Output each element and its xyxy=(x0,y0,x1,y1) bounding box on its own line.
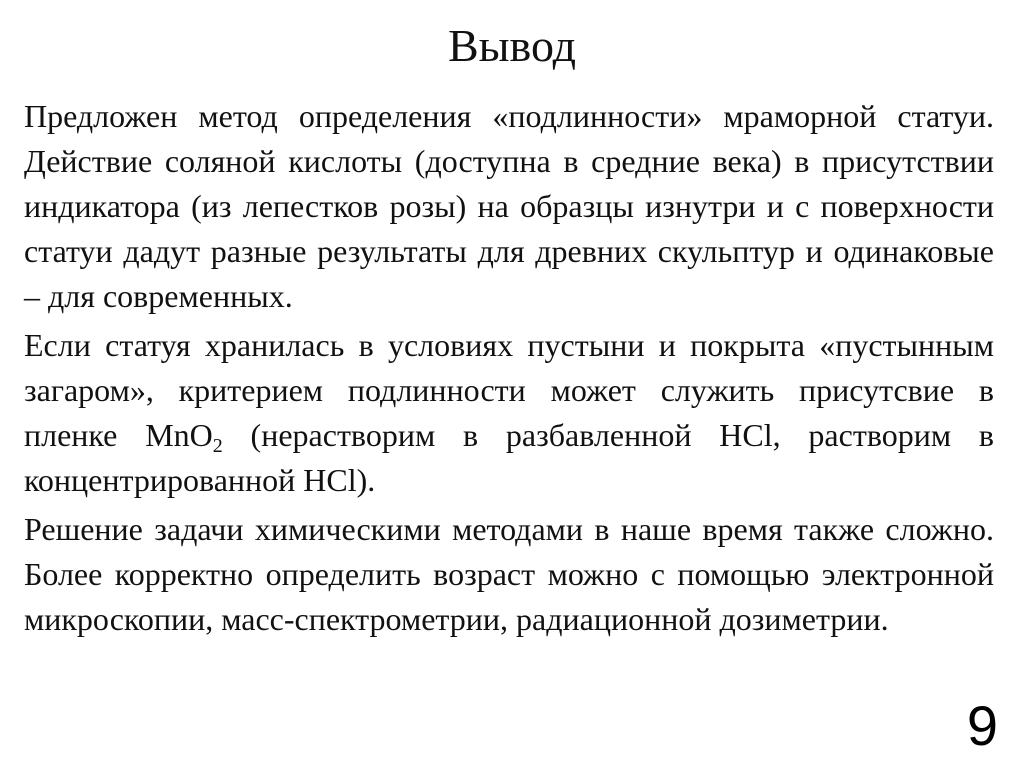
paragraph-desert-varnish-text-start: Если статуя хранилась в условиях пустыни и покрыта «пустынным загаром», критерием подлинности может служить присутсвие в пленке xyxy=(24,327,994,453)
slide-title: Вывод xyxy=(447,20,577,71)
formula-subscript: 2 xyxy=(212,435,223,457)
formula-base: MnO xyxy=(145,417,213,453)
paragraph-desert-varnish-text-end: (нерастворим в разбавленной HCl, растворим в концентрированной HCl). xyxy=(24,417,995,498)
slide-body xyxy=(24,94,994,646)
paragraph-modern-methods: Решение задачи химическими методами в наше время также сложно. Более корректно определить возраст можно с помощью электронной микроскопии, масс-спектрометрии, радиационной дозиметрии. xyxy=(24,511,994,637)
page-number: 9 xyxy=(966,694,998,757)
paragraph-desert-varnish xyxy=(24,323,994,503)
paragraph-method: Предложен метод определения «подлинности» мраморной статуи. Действие соляной кислоты (доступна в средние века) в присутствии индикатора (из лепестков розы) на образцы изнутри и с поверхности статуи дадут разные результаты для древних скульптур и одинаковые – для современных. xyxy=(24,98,994,314)
formula-mno2 xyxy=(145,417,223,457)
